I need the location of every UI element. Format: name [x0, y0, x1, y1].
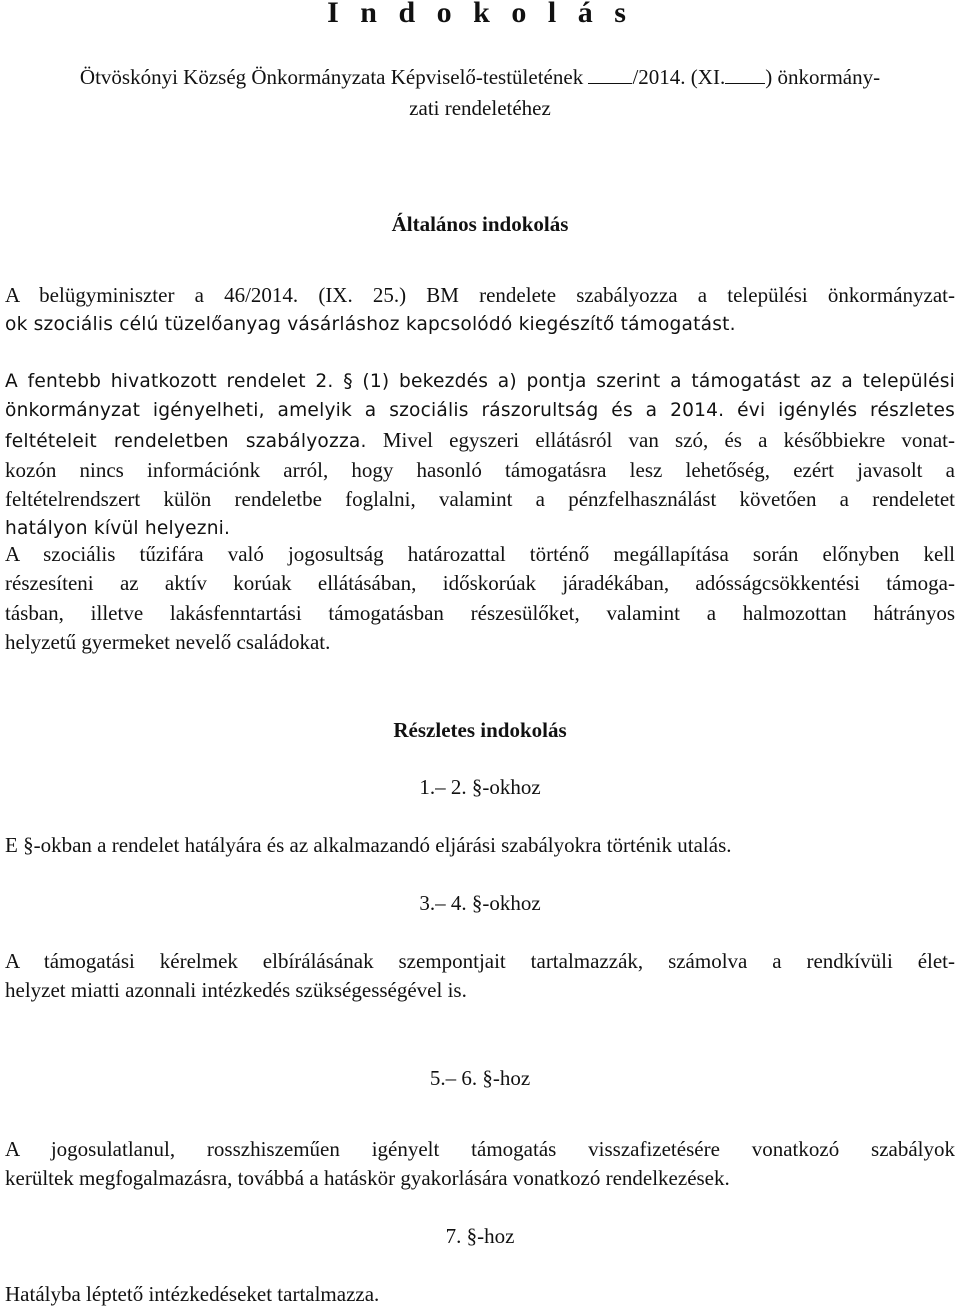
paragraph-line: A jogosulatlanul, rosszhiszeműen igényelt támogatás visszafizetésére vonatkozó szabályok: [5, 1137, 955, 1161]
blank-day-line: [725, 64, 765, 84]
paragraph-line: részesíteni az aktív korúak ellátásában, időskorúak járadékában, adósságcsökkentési támoga-: [5, 571, 955, 596]
paragraph-line: feltételrendszert külön rendeletbe foglalni, valamint a pénzfelhasználást követően a rendeletet: [5, 487, 955, 512]
general-paragraph-3: [5, 540, 955, 657]
section-7-text: [5, 1280, 955, 1309]
paragraph-line: A belügyminiszter a 46/2014. (IX. 25.) BM rendelete szabályozza a települési önkormányzat-: [5, 283, 955, 307]
paragraph-line: ok szociális célú tüzelőanyag vásárláshoz kapcsolódó kiegészítő támogatást.: [5, 314, 736, 336]
section-3-4-text: [5, 947, 955, 1006]
paragraph-line: tásban, illetve lakásfenntartási támogatásban részesülőket, valamint a halmozottan hátrányos: [5, 600, 955, 625]
subtitle-text-3: ) önkormány-: [765, 65, 881, 89]
paragraph-line: Hatályba léptető intézkedéseket tartalmazza.: [5, 1282, 380, 1306]
paragraph-line: kozón nincs információnk arról, hogy hasonló támogatásra lesz lehetőség, ezért javasolt a: [5, 457, 955, 482]
section-1-2-heading: 1.– 2. §-okhoz: [419, 775, 541, 799]
paragraph-line: [5, 426, 955, 456]
paragraph-line: E §-okban a rendelet hatályára és az alkalmazandó eljárási szabályokra történik utalás.: [5, 833, 732, 857]
paragraph-line: önkormányzat igényelheti, amelyik a szociális rászorultság és a 2014. évi igénylés részletes: [5, 400, 955, 422]
paragraph-segment: feltételeit rendeletben szabályozza.: [5, 430, 367, 452]
paragraph-line: kerültek megfogalmazásra, továbbá a hatáskör gyakorlására vonatkozó rendelkezések.: [5, 1166, 730, 1191]
paragraph-segment: Mivel egyszeri ellátásról van szó, és a későbbiekre vonat-: [366, 427, 955, 452]
paragraph-line: helyzetű gyermeket nevelő családokat.: [5, 629, 331, 654]
section-5-6-text: [5, 1135, 955, 1194]
general-justification-heading: Általános indokolás: [391, 212, 569, 236]
subtitle-text-1: Ötvöskónyi Község Önkormányzata Képviselő-testületének: [79, 65, 589, 89]
section-5-6-heading: 5.– 6. §-hoz: [429, 1066, 531, 1090]
general-paragraph-2: [5, 367, 955, 544]
paragraph-line: hatályon kívül helyezni.: [5, 518, 231, 540]
blank-number-line: [588, 64, 632, 84]
paragraph-line: A fentebb hivatkozott rendelet 2. § (1) bekezdés a) pontja szerint a támogatást az a települési: [5, 371, 955, 392]
subtitle-text-2: /2014. (XI.: [632, 65, 726, 89]
subtitle-text-4: zati rendeletéhez: [409, 96, 551, 120]
document-subtitle: [10, 62, 950, 124]
paragraph-line: A támogatási kérelmek elbírálásának szempontjait tartalmazzák, számolva a rendkívüli élet-: [5, 949, 955, 973]
section-1-2-text: [5, 831, 955, 860]
paragraph-line: A szociális tűzifára való jogosultság határozattal történő megállapítása során előnyben kell: [5, 542, 955, 566]
detailed-justification-heading: Részletes indokolás: [393, 718, 567, 742]
section-7-heading: 7. §-hoz: [445, 1224, 515, 1248]
document-title: I n d o k o l á s: [327, 0, 633, 29]
paragraph-line: helyzet miatti azonnali intézkedés szükségességével is.: [5, 978, 467, 1003]
general-paragraph-1: [5, 281, 955, 340]
section-3-4-heading: 3.– 4. §-okhoz: [419, 891, 541, 915]
